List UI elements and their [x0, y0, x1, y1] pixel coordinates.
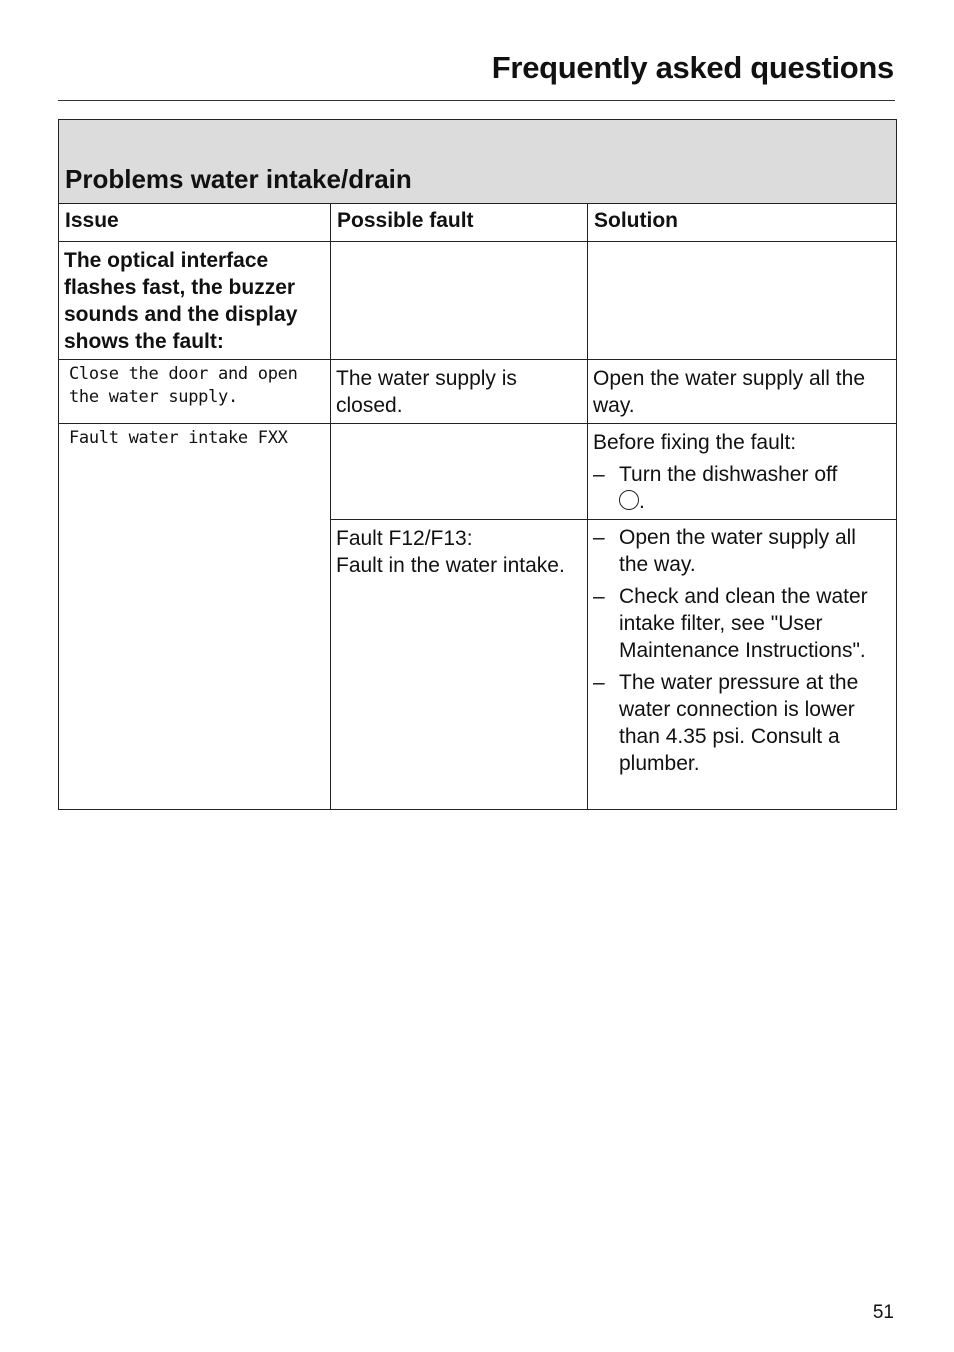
solution-intro: Before fixing the fault:: [593, 431, 797, 454]
fault-code: Fault F12/F13:: [336, 527, 473, 550]
solution: Open the water supply all the way.: [588, 360, 897, 424]
list-item: – Check and clean the water intake filter, see "User Maintenance Instructions".: [593, 583, 890, 664]
off-symbol-icon: [619, 490, 639, 510]
table-row: [59, 360, 897, 424]
faq-table: [58, 119, 897, 810]
table-row: [59, 242, 897, 360]
solution-list: [593, 461, 890, 515]
column-header-possible-fault: Possible fault: [331, 204, 588, 242]
display-message: Fault water intake FXX: [59, 424, 331, 810]
title-divider: [58, 100, 895, 101]
page-title: Frequently asked questions: [491, 50, 894, 85]
possible-fault: The water supply is closed.: [331, 360, 588, 424]
solution-step: Turn the dishwasher off: [619, 463, 838, 486]
solution: [588, 424, 897, 520]
column-header-issue: Issue: [59, 204, 331, 242]
list-item: [593, 461, 890, 515]
fault-description: Fault in the water intake.: [336, 554, 565, 577]
empty-cell: [588, 242, 897, 360]
empty-cell: [331, 424, 588, 520]
table-row: [59, 424, 897, 520]
list-item: – Open the water supply all the way.: [593, 524, 890, 578]
possible-fault: [331, 520, 588, 810]
solution: [588, 520, 897, 810]
solution-list: [593, 524, 890, 777]
empty-cell: [331, 242, 588, 360]
section-title: Problems water intake/drain: [59, 120, 897, 204]
column-header-solution: Solution: [588, 204, 897, 242]
solution-step-end: .: [639, 490, 645, 513]
page-number: 51: [872, 1302, 894, 1323]
display-message: Close the door and open the water supply.: [59, 360, 331, 424]
list-item: – The water pressure at the water connection is lower than 4.35 psi. Consult a plumber.: [593, 669, 890, 777]
issue-intro: The optical interface flashes fast, the buzzer sounds and the display shows the fault:: [59, 242, 331, 360]
